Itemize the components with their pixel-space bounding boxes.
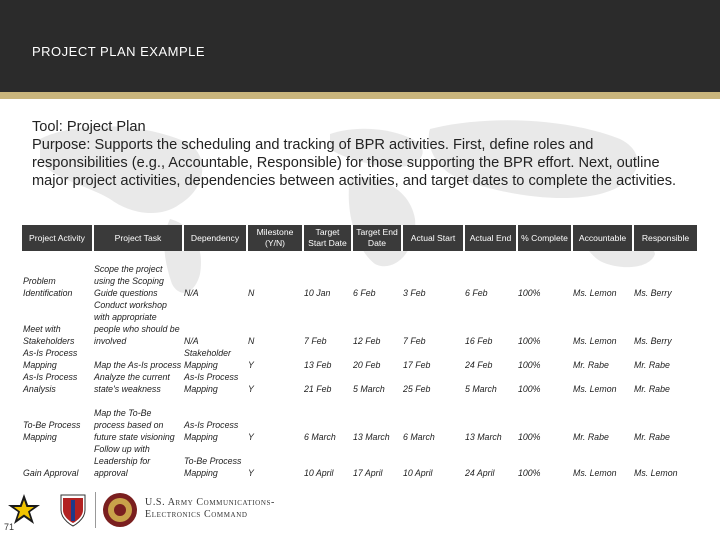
column-header: Dependency [183, 225, 247, 251]
table-cell: Y [248, 384, 254, 394]
table-cell: As-Is Process Mapping [184, 372, 239, 394]
table-cell: Ms. Lemon [634, 468, 678, 478]
table-cell: 21 Feb [304, 384, 332, 394]
table-row [22, 371, 698, 395]
table-cell: Mr. Rabe [634, 360, 670, 370]
column-header: Actual End [464, 225, 517, 251]
column-header: Target Start Date [303, 225, 352, 251]
table-row [22, 251, 698, 299]
table-cell: 17 April [353, 468, 383, 478]
org-line-2: Electronics Command [145, 509, 248, 520]
table-row [22, 443, 698, 479]
table-cell: As-Is Process Analysis [23, 372, 78, 394]
table-cell: Analyze the current state's weakness [94, 372, 170, 394]
table-cell: 100% [518, 432, 541, 442]
table-cell: 6 March [403, 432, 435, 442]
table-cell: 13 March [353, 432, 390, 442]
table-cell: 100% [518, 288, 541, 298]
table-cell: Mr. Rabe [573, 432, 609, 442]
table-cell: 16 Feb [465, 336, 493, 346]
table-cell: Follow up with Leadership for approval [94, 444, 151, 478]
tool-line: Tool: Project Plan [32, 119, 146, 135]
table-cell: 6 March [304, 432, 336, 442]
gold-divider [0, 92, 720, 99]
table-cell: 10 April [304, 468, 334, 478]
table-cell: N [248, 336, 255, 346]
table-cell: 100% [518, 468, 541, 478]
table-cell: As-Is Process Mapping [184, 420, 239, 442]
column-header: Project Activity [22, 225, 93, 251]
table-cell: Ms. Lemon [573, 336, 617, 346]
table-cell: Gain Approval [23, 468, 79, 478]
table-cell: 20 Feb [353, 360, 381, 370]
table-cell: To-Be Process Mapping [184, 456, 242, 478]
table-cell: N/A [184, 336, 199, 346]
table-cell: 10 April [403, 468, 433, 478]
column-header: Accountable [572, 225, 633, 251]
table-cell: 100% [518, 336, 541, 346]
shield-emblem-icon [58, 492, 88, 528]
table-cell: Ms. Berry [634, 336, 672, 346]
table-cell: To-Be Process Mapping [23, 420, 81, 442]
table-cell: 24 Feb [465, 360, 493, 370]
table-cell: Ms. Berry [634, 288, 672, 298]
table-cell: N/A [184, 288, 199, 298]
table-row [22, 395, 698, 443]
column-header: % Complete [517, 225, 572, 251]
table-cell: Problem Identification [23, 276, 73, 298]
table-cell: 7 Feb [403, 336, 426, 346]
table-cell: 10 Jan [304, 288, 331, 298]
table-cell: 100% [518, 384, 541, 394]
table-cell: 3 Feb [403, 288, 426, 298]
project-plan-table [22, 225, 699, 479]
table-cell: 13 March [465, 432, 502, 442]
table-cell: Meet with Stakeholders [23, 324, 75, 346]
table-row [22, 299, 698, 347]
intro-text [32, 118, 682, 190]
table-cell: 17 Feb [403, 360, 431, 370]
header-band [0, 0, 720, 92]
page-number: 71 [4, 522, 15, 532]
table-cell: Ms. Lemon [573, 288, 617, 298]
table-cell: 5 March [465, 384, 497, 394]
table-cell: Y [248, 360, 254, 370]
table-cell: 6 Feb [353, 288, 376, 298]
table-cell: 7 Feb [304, 336, 327, 346]
table-cell: 13 Feb [304, 360, 332, 370]
table-cell: Mr. Rabe [634, 432, 670, 442]
table-cell: Map the To-Be process based on future state visioning [94, 408, 175, 442]
table-cell: Map the As-Is process [94, 360, 182, 370]
table-cell: 100% [518, 360, 541, 370]
column-header: Responsible [633, 225, 698, 251]
table-cell: 6 Feb [465, 288, 488, 298]
footer-divider [95, 492, 96, 528]
purpose-paragraph: Purpose: Supports the scheduling and tracking of BPR activities. First, define roles and responsibilities (e.g., Accountable, Responsible) for those supporting the BPR effort. Next, outline major project activities, dependencies between activities, and target dates to complete the activities. [32, 137, 677, 189]
column-header: Project Task [93, 225, 183, 251]
table-cell: Ms. Lemon [573, 384, 617, 394]
table-cell: Ms. Lemon [573, 468, 617, 478]
column-header: Milestone (Y/N) [247, 225, 303, 251]
column-header: Target End Date [352, 225, 402, 251]
table-cell: Y [248, 468, 254, 478]
table-cell: 12 Feb [353, 336, 381, 346]
organization-name [145, 497, 275, 521]
page-title: PROJECT PLAN EXAMPLE [32, 44, 206, 59]
column-header: Actual Start [402, 225, 464, 251]
table-cell: Stakeholder Mapping [184, 348, 231, 370]
table-cell: 25 Feb [403, 384, 431, 394]
table-body [22, 251, 698, 479]
table-cell: Mr. Rabe [634, 384, 670, 394]
org-line-1: U.S. Army Communications- [145, 497, 275, 508]
header-row [22, 225, 698, 251]
table-cell: Scope the project using the Scoping Guide questions [94, 264, 164, 298]
table-header [22, 225, 698, 251]
table-cell: 5 March [353, 384, 385, 394]
table-cell: Mr. Rabe [573, 360, 609, 370]
table-cell: N [248, 288, 255, 298]
table-cell: Y [248, 432, 254, 442]
table-cell: As-Is Process Mapping [23, 348, 78, 370]
table-row [22, 347, 698, 371]
table-cell: 24 April [465, 468, 495, 478]
cecom-seal-icon [102, 492, 138, 528]
table-cell: Conduct workshop with appropriate people who should be involved [94, 300, 180, 346]
